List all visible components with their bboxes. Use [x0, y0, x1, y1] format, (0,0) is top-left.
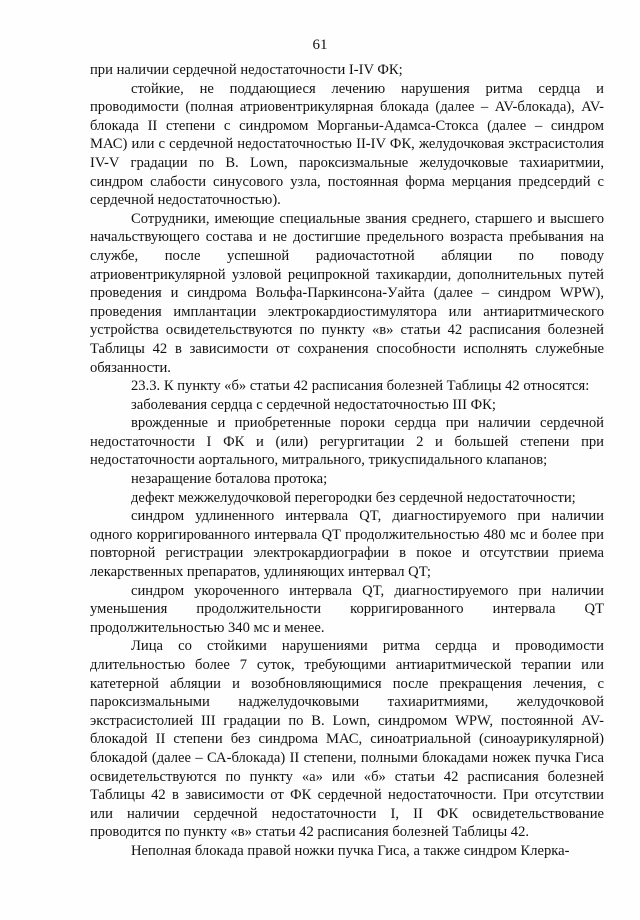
- paragraph-section-23-3: 23.3. К пункту «б» статьи 42 расписания болезней Таблицы 42 относятся:: [131, 378, 590, 395]
- paragraph-incomplete-bundle-block: Неполная блокада правой ножки пучка Гиса, а также синдром Клерка-: [131, 842, 570, 859]
- paragraph-heart-valve-defects: врожденные и приобретенные пороки сердца при наличии сердечной недостаточности I ФК и (или) регургитации 2 и большей степени при недостаточности аортального, митрального, трикуспидального клапанов;: [90, 415, 604, 469]
- paragraph-patent-ductus: незаращение боталова протока;: [131, 471, 328, 488]
- paragraph-septal-defect: дефект межжелудочковой перегородки без сердечной недостаточности;: [131, 489, 576, 506]
- paragraph-heart-failure-continuation: при наличии сердечной недостаточности I-IV ФК;: [90, 62, 403, 78]
- paragraph-long-qt: синдром удлиненного интервала QT, диагностируемого при наличии одного корригированного интервала QT продолжительностью 480 мс и более при повторной регистрации электрокардиографии в покое и отсутствии приема лекарственных препаратов, удлиняющих интервал QT;: [90, 508, 604, 581]
- paragraph-officers-after-ablation: Сотрудники, имеющие специальные звания среднего, старшего и высшего начальствующего состава и не достигшие предельного возраста пребывания на службе, после успешной радиочастотной абляции по поводу атриовентрикулярной узловой реципрокной тахикардии, дополнительных путей проведения и синдрома Вольфа-Паркинсона-Уайта (далее – синдром WPW), проведения имплантации электрокардиостимулятора или антиаритмического устройства освидетельствуются по пункту «в» статьи 42 расписания болезней Таблицы 42 в зависимости от сохранения способности исполнять служебные обязанности.: [90, 210, 604, 376]
- paragraph-persons-with-arrhythmias: Лица со стойкими нарушениями ритма сердца и проводимости длительностью более 7 суток, требующими антиаритмической терапии или катетерной абляции и возобновляющимися после прекращения лечения, с пароксизмальными наджелудочковыми тахиаритмиями, желудочковой экстрасистолией III градации по B. Lown, синдромом WPW, постоянной AV-блокадой II степени без синдрома МАС, синоатриальной (синоаурикулярной) блокадой (далее – СА-блокада) II степени, полными блокадами ножек пучка Гиса освидетельствуются по пункту «а» или «б» статьи 42 расписания болезней Таблицы 42 в зависимости от ФК сердечной недостаточности. При отсутствии или наличии сердечной недостаточности I, II ФК освидетельствование проводится по пункту «в» статьи 42 расписания болезней Таблицы 42.: [90, 638, 604, 841]
- paragraph-heart-disease-fc3: заболевания сердца с сердечной недостаточностью III ФК;: [131, 396, 496, 413]
- page-number: 61: [312, 37, 328, 53]
- paragraph-persistent-arrhythmias: стойкие, не поддающиеся лечению нарушения ритма сердца и проводимости (полная атриовентрикулярная блокада (далее – AV-блокада), AV-блокада II степени с синдромом Морганьи-Адамса-Стокса (далее – синдром МАС) или с сердечной недостаточностью II-IV ФК, желудочковая экстрасистолия IV-V градации по B. Lown, пароксизмальные желудочковые тахиаритмии, синдром слабости синусового узла, постоянная форма мерцания предсердий с сердечной недостаточностью).: [90, 80, 604, 209]
- paragraph-short-qt: синдром укороченного интервала QT, диагностируемого при наличии уменьшения продолжительности корригированного интервала QT продолжительностью 340 мс и менее.: [90, 582, 604, 636]
- document-body: [90, 61, 604, 861]
